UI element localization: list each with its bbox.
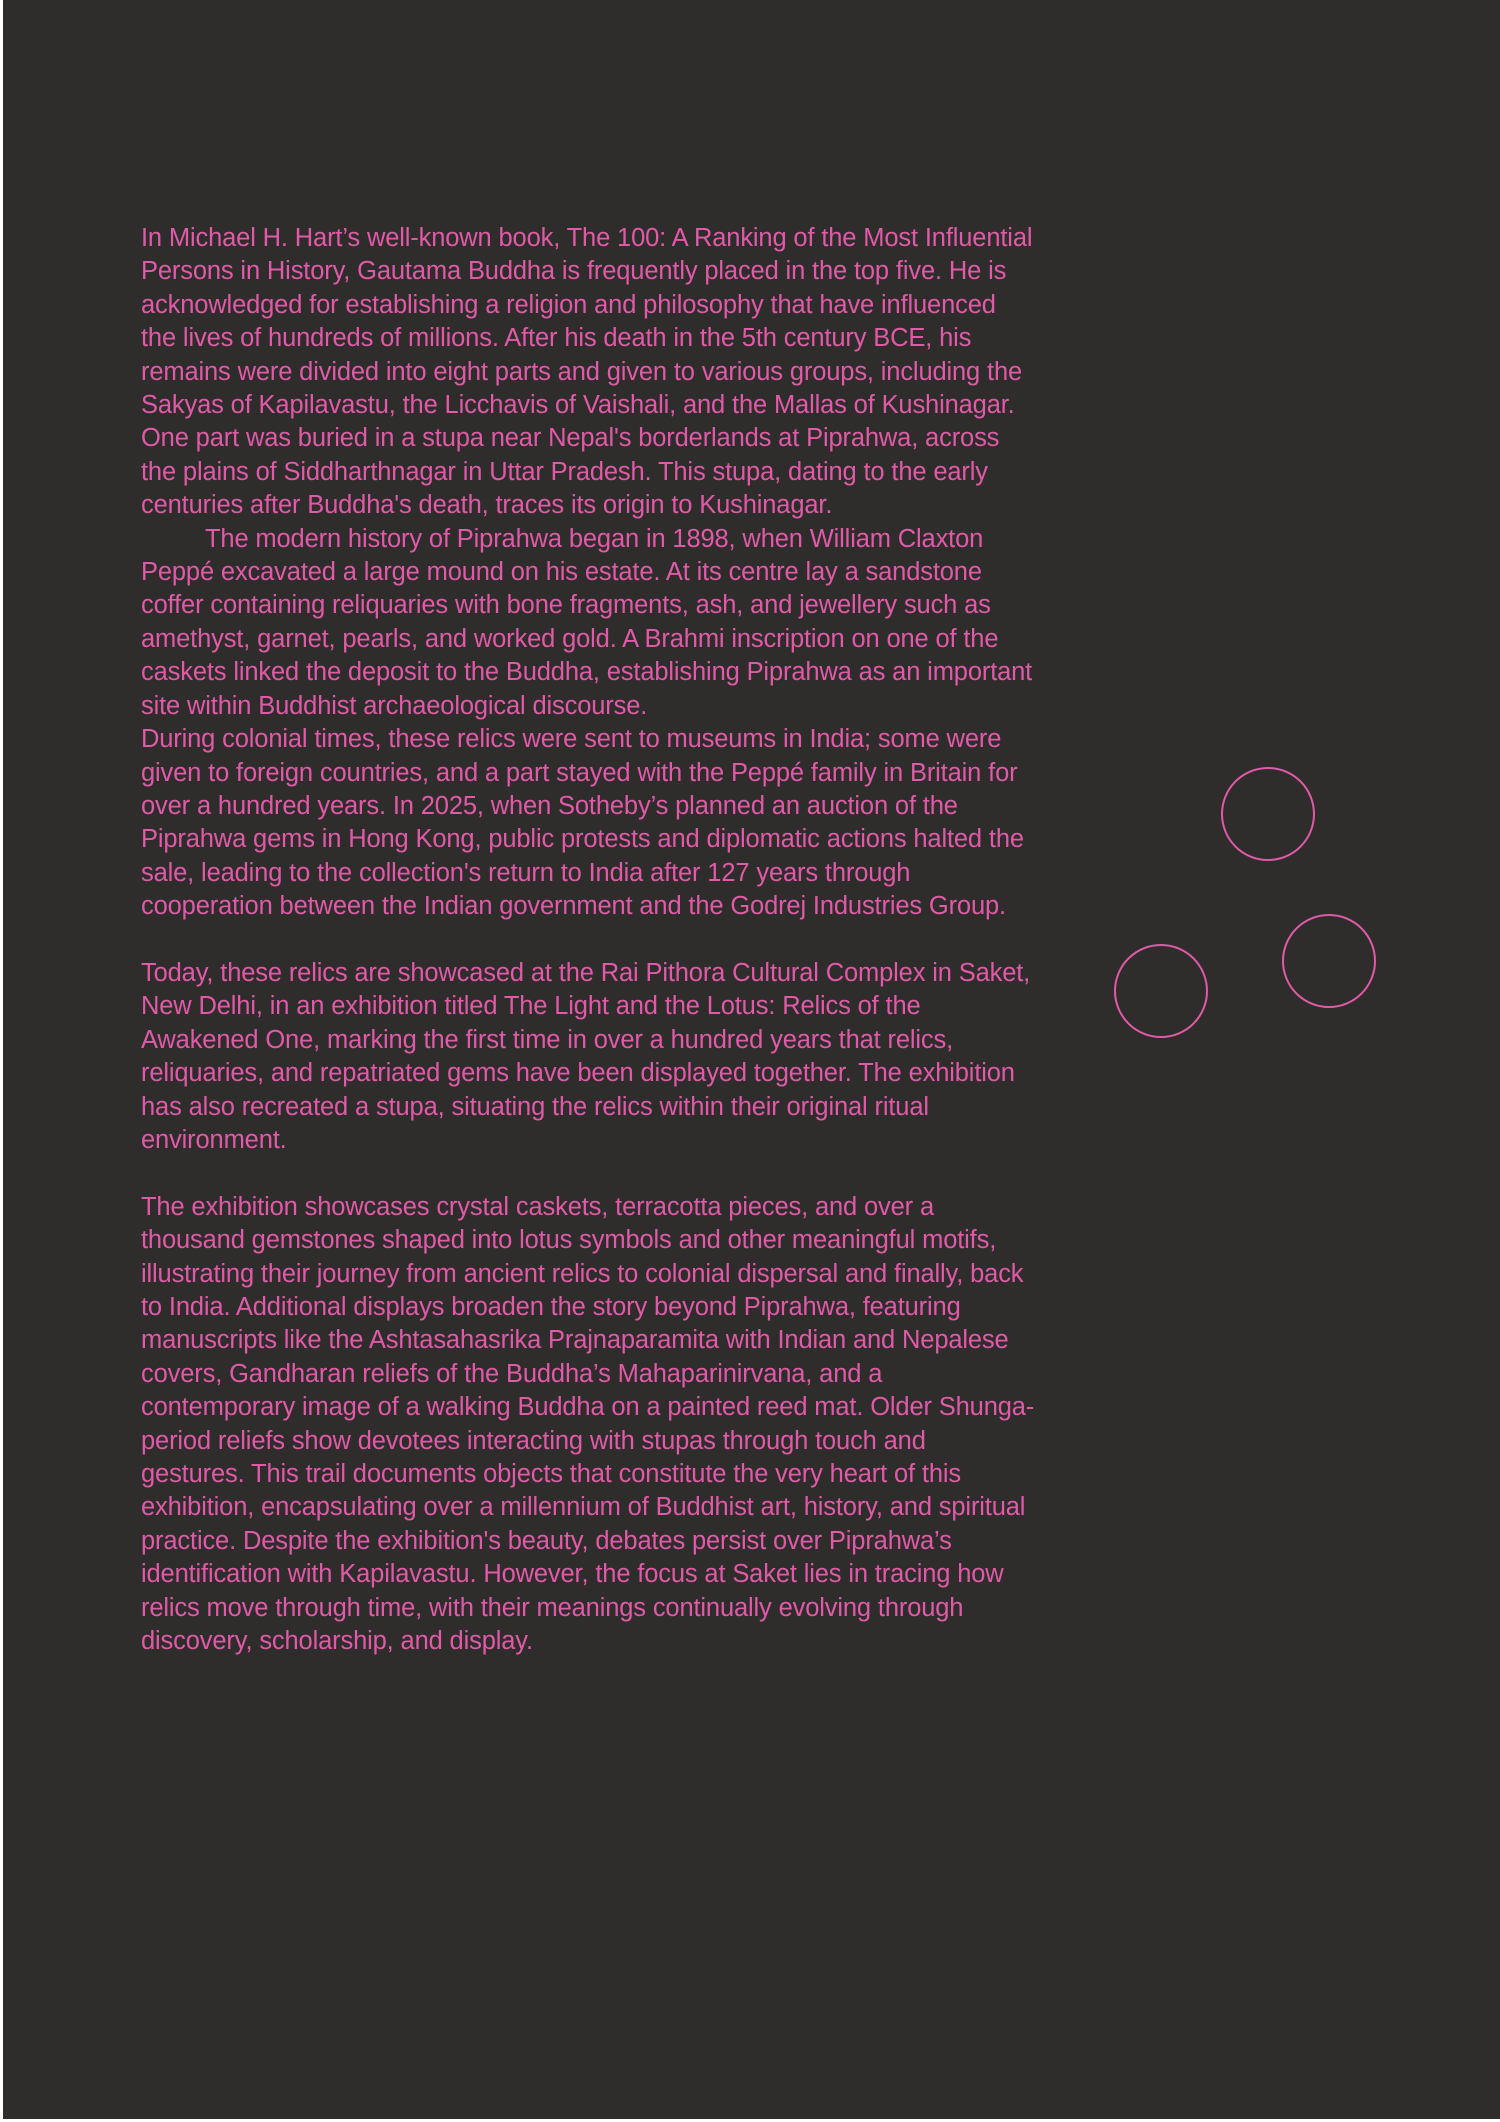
page bbox=[3, 0, 1500, 2119]
circle-outline-icon bbox=[1114, 944, 1208, 1038]
circle-outline-icon bbox=[1221, 767, 1315, 861]
circle-outline-icon bbox=[1282, 914, 1376, 1008]
paragraph-modern-history: The modern history of Piprahwa began in 1898, when William Claxton Peppé excavated a large mound on his estate. At its centre lay a sandstone coffer containing reliquaries with bone fragments, ash, and jewellery such as amethyst, garnet, pearls, and worked gold. A Brahmi inscription on one of the caskets linked the deposit to the Buddha, establishing Piprahwa as an important site within Buddhist archaeological discourse. bbox=[141, 524, 1033, 720]
paragraph-intro: In Michael H. Hart’s well-known book, The 100: A Ranking of the Most Influential Persons in History, Gautama Buddha is frequently placed in the top five. He is acknowledged for establishing a religion and philosophy that have influenced the lives of hundreds of millions. After his death in the 5th century BCE, his remains were divided into eight parts and given to various groups, including the Sakyas of Kapilavastu, the Licchavis of Vaishali, and the Mallas of Kushinagar. One part was buried in a stupa near Nepal's borderlands at Piprahwa, across the plains of Siddharthnagar in Uttar Pradesh. This stupa, dating to the early centuries after Buddha's death, traces its origin to Kushinagar. bbox=[141, 224, 1033, 520]
paragraph-exhibition-today: Today, these relics are showcased at the Rai Pithora Cultural Complex in Saket, New Delhi, in an exhibition titled The Light and the Lotus: Relics of the Awakened One, marking the first time in over a hundred years that relics, reliquaries, and repatriated gems have been displayed together. The exhibition has also recreated a stupa, situating the relics within their original ritual environment. bbox=[141, 958, 1031, 1154]
paragraph-colonial-times: During colonial times, these relics were sent to museums in India; some were given to foreign countries, and a part stayed with the Peppé family in Britain for over a hundred years. In 2025, when Sotheby’s planned an auction of the Piprahwa gems in Hong Kong, public protests and diplomatic actions halted the sale, leading to the collection's return to India after 127 years through cooperation between the Indian government and the Godrej Industries Group. bbox=[141, 725, 1024, 921]
paragraph-exhibition-contents: The exhibition showcases crystal caskets, terracotta pieces, and over a thousand gemstones shaped into lotus symbols and other meaningful motifs, illustrating their journey from ancient relics to colonial dispersal and finally, back to India. Additional displays broaden the story beyond Piprahwa, featuring manuscripts like the Ashtasahasrika Prajnaparamita with Indian and Nepalese covers, Gandharan reliefs of the Buddha’s Mahaparinirvana, and a contemporary image of a walking Buddha on a painted reed mat. Older Shunga-period reliefs show devotees interacting with stupas through touch and gestures. This trail documents objects that constitute the very heart of this exhibition, encapsulating over a millennium of Buddhist art, history, and spiritual practice. Despite the exhibition's beauty, debates persist over Piprahwa’s identification with Kapilavastu. However, the focus at Saket lies in tracing how relics move through time, with their meanings continually evolving through discovery, scholarship, and display. bbox=[141, 1192, 1035, 1656]
article-body bbox=[141, 222, 1036, 1658]
